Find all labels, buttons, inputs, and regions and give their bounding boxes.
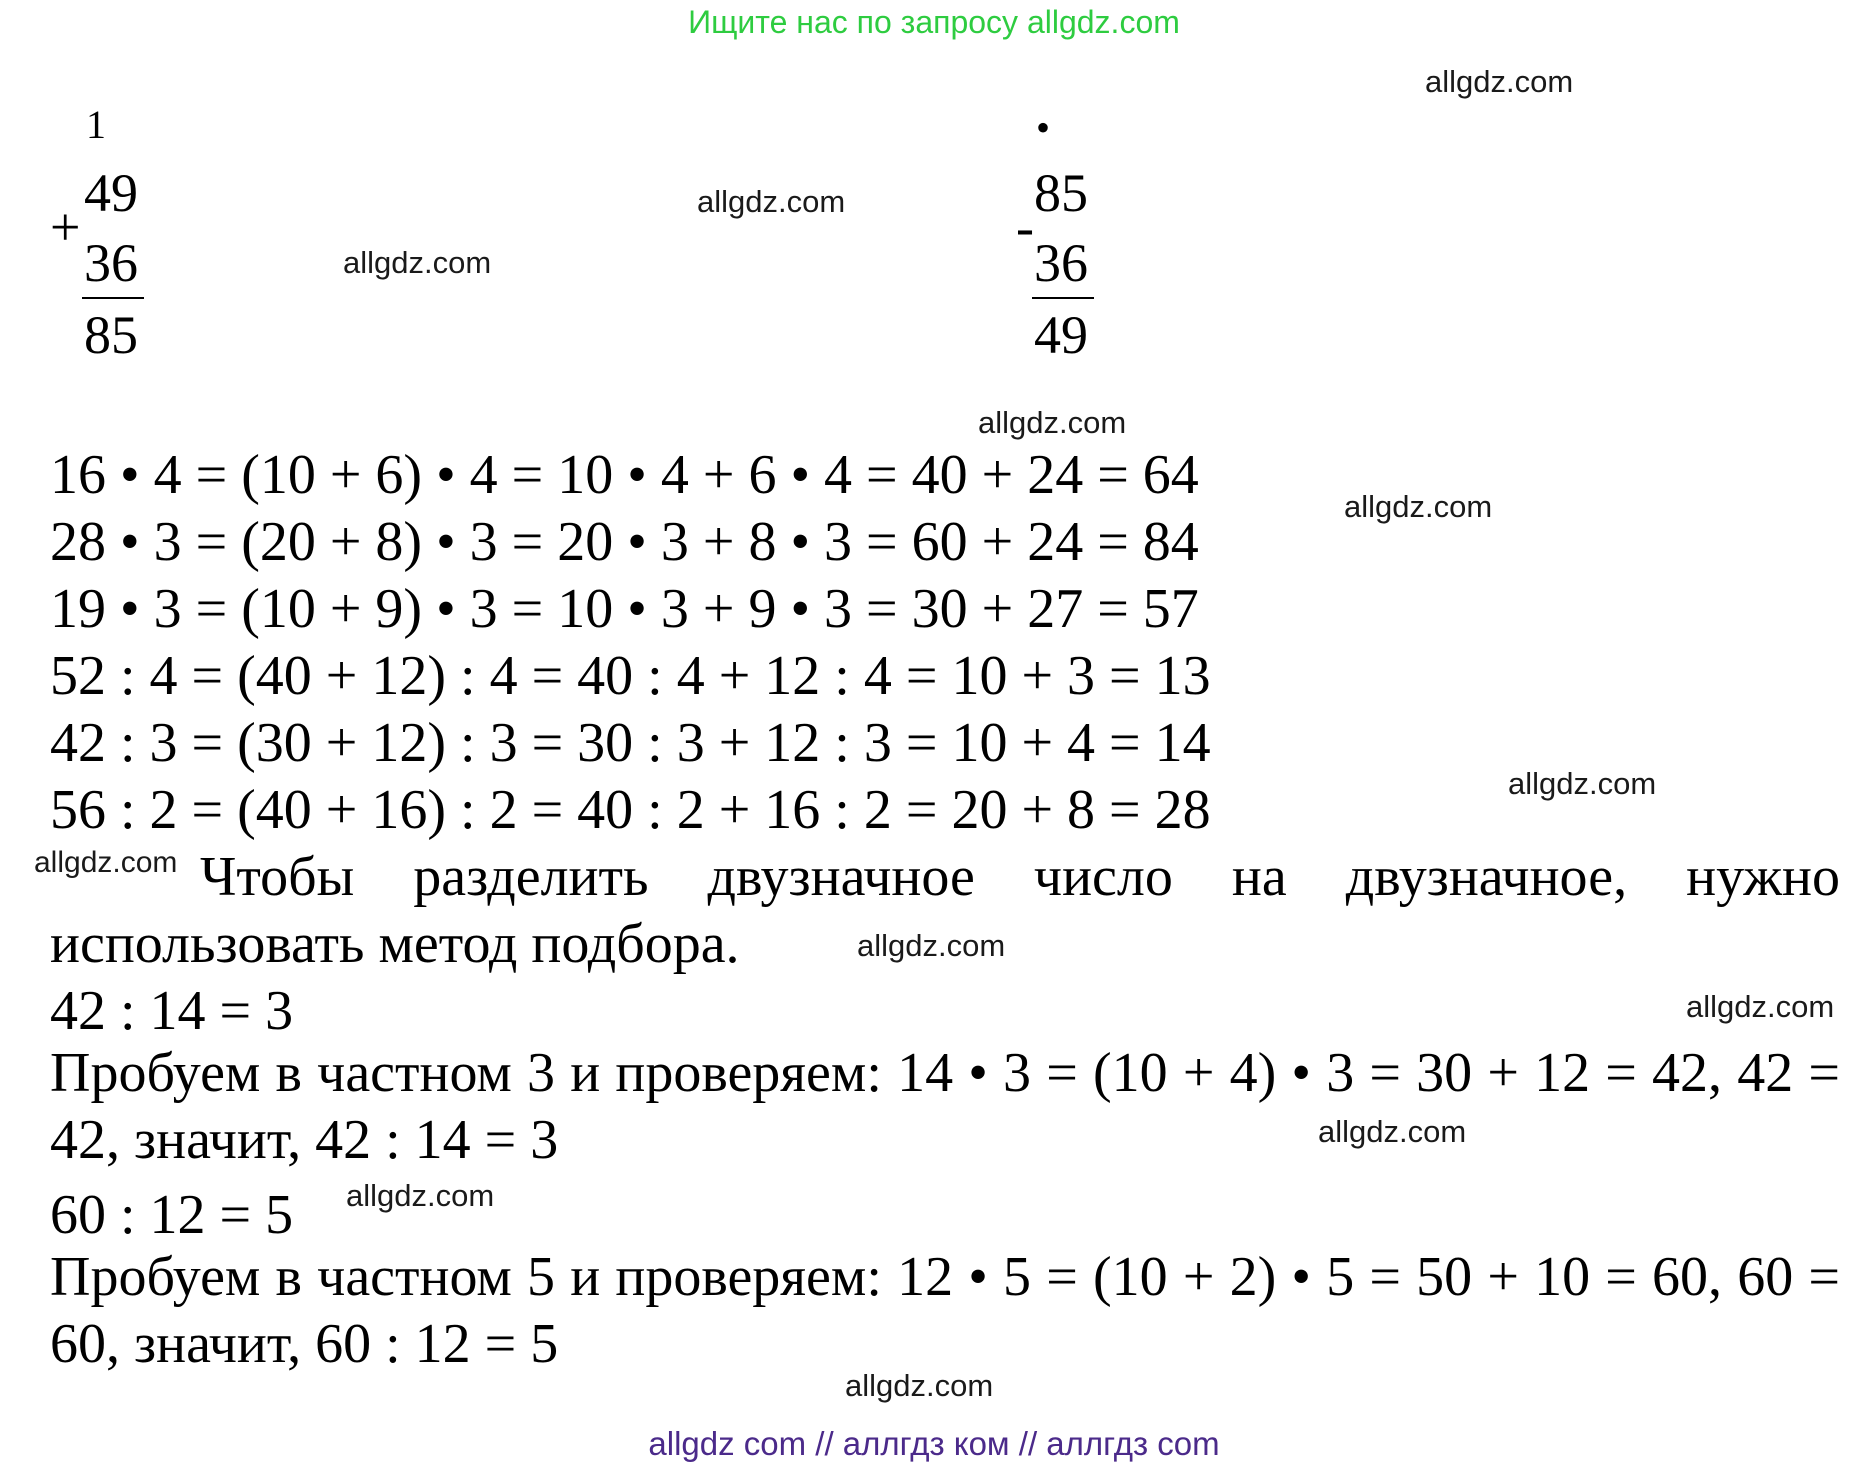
watermark: allgdz.com [343,245,492,280]
addend-1: 49 [84,163,138,223]
equation-row: 19 • 3 = (10 + 9) • 3 = 10 • 3 + 9 • 3 = 30 + 27 = 57 [50,578,1199,640]
equation-row: 42 : 3 = (30 + 12) : 3 = 30 : 3 + 12 : 3 = 10 + 4 = 14 [50,712,1211,774]
equation-row: 28 • 3 = (20 + 8) • 3 = 20 • 3 + 8 • 3 = 60 + 24 = 84 [50,511,1199,573]
watermark: allgdz.com [1425,64,1574,99]
example-2-equation: 60 : 12 = 5 [50,1184,294,1246]
watermark: allgdz.com [1686,989,1835,1024]
watermark: allgdz.com [1344,489,1493,524]
example-1-equation: 42 : 14 = 3 [50,980,294,1042]
plus-sign: + [50,197,81,257]
sum-result: 85 [84,305,138,365]
subtrahend: 36 [1034,233,1088,293]
minus-sign: - [1016,197,1034,257]
sum-line [82,297,144,299]
equation-row: 56 : 2 = (40 + 16) : 2 = 40 : 2 + 16 : 2 = 20 + 8 = 28 [50,779,1211,841]
difference-result: 49 [1034,305,1088,365]
footer-links[interactable]: allgdz com // аллгдз ком // аллгдз com [648,1425,1220,1462]
difference-line [1032,297,1094,299]
addend-2: 36 [84,233,138,293]
carry-digit: 1 [86,102,106,147]
watermark: allgdz.com [346,1178,495,1213]
watermark: allgdz.com [34,846,178,879]
watermark: allgdz.com [697,184,846,219]
watermark: allgdz.com [1318,1114,1467,1149]
minuend: 85 [1034,163,1088,223]
top-banner[interactable]: Ищите нас по запросу allgdz.com [688,4,1180,40]
equation-row: 16 • 4 = (10 + 6) • 4 = 10 • 4 + 6 • 4 = 40 + 24 = 64 [50,444,1199,506]
example-2-check: Пробуем в частном 5 и проверяем: 12 • 5 = (10 + 2) • 5 = 50 + 10 = 60, 60 = 60, значит, 60 : 12 = 5 [50,1246,1840,1375]
watermark: allgdz.com [1508,766,1657,801]
watermark: allgdz.com [978,405,1127,440]
watermark: allgdz.com [845,1368,994,1403]
borrow-dot: • [1036,105,1051,150]
watermark: allgdz.com [857,928,1006,963]
example-1-check: Пробуем в частном 3 и проверяем: 14 • 3 = (10 + 4) • 3 = 30 + 12 = 42, 42 = 42, значит, 42 : 14 = 3 [50,1042,1840,1171]
equation-row: 52 : 4 = (40 + 12) : 4 = 40 : 4 + 12 : 4 = 10 + 3 = 13 [50,645,1211,707]
rule-paragraph: Чтобы разделить двузначное число на двузначное, нужно использовать метод подбора. [50,846,1840,975]
